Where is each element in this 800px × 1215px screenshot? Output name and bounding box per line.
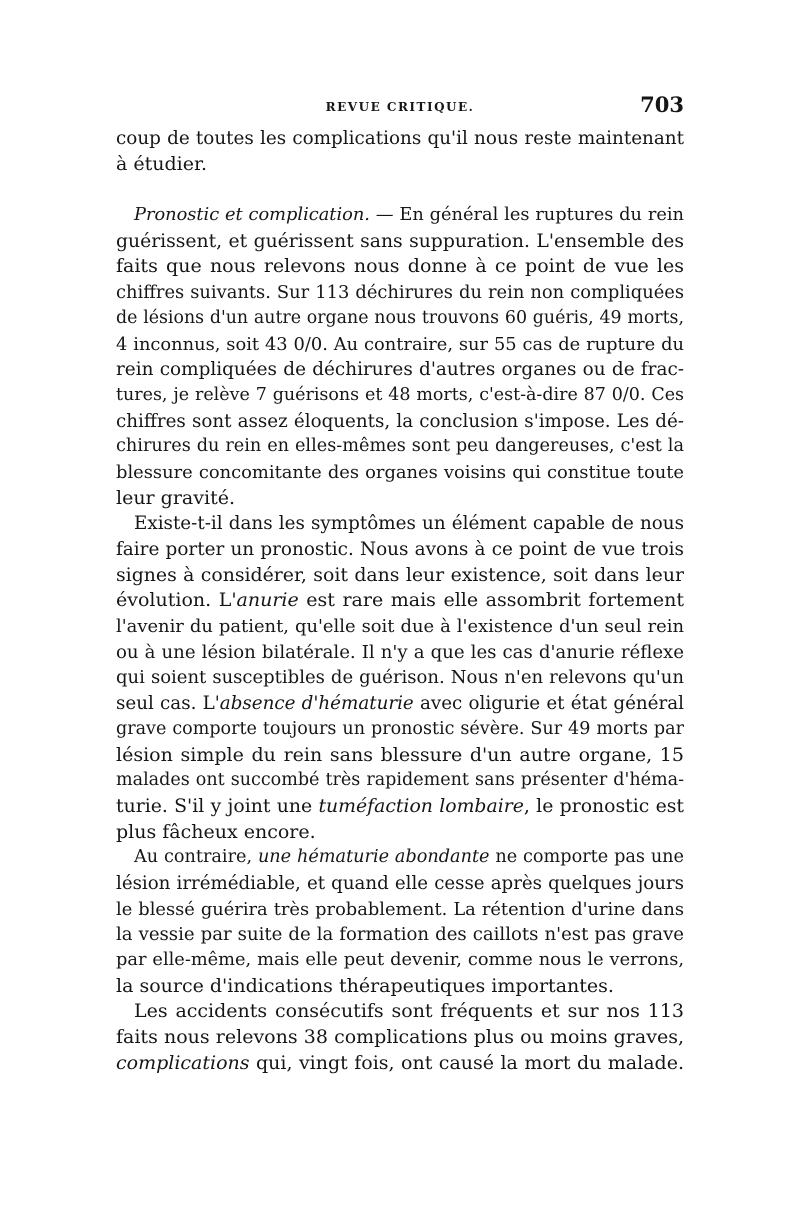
text-fragment: seul cas. L' — [116, 693, 220, 715]
text-line: plus fâcheux encore. — [116, 820, 316, 843]
text-line: rein compliquées de déchirures d'autres organes ou de frac- — [116, 359, 684, 381]
text-fragment: évolution. L' — [116, 589, 237, 612]
text-line: lésion irrémédiable, et quand elle cesse après quelques jours — [116, 872, 684, 894]
text-fragment: avec oligurie et état général — [413, 693, 684, 715]
text-line: de lésions d'un autre organe nous trouvons 60 guéris, 49 morts, — [116, 307, 684, 328]
text-line — [116, 794, 684, 820]
emphasis-tumefaction: tuméfaction lombaire — [318, 795, 524, 817]
page-header — [116, 92, 684, 122]
text-line: guérissent, et guérissent sans suppuration. L'ensemble des — [116, 230, 684, 252]
emphasis-complications: complications — [116, 1051, 250, 1074]
text-line: 4 inconnus, soit 43 0/0. Au contraire, sur 55 cas de rupture du — [116, 333, 684, 355]
emphasis-hematurie-abondante: une hématurie abondante — [257, 847, 490, 868]
text-line: par elle-même, mais elle peut devenir, comme nous le verrons, — [116, 950, 684, 970]
text-fragment: — En général les ruptures du rein — [369, 205, 684, 226]
text-line: chiffres suivants. Sur 113 déchirures du rein non compliquées — [116, 282, 684, 304]
text-line: signes à considérer, soit dans leur existence, soit dans leur — [116, 563, 684, 586]
text-line: la vessie par suite de la formation des caillots n'est pas grave — [116, 924, 684, 946]
text-fragment: turie. S'il y joint une — [116, 795, 319, 817]
text-line: Les accidents consécutifs sont fréquents et sur nos 113 — [134, 1000, 684, 1023]
text-line: à étudier. — [116, 152, 208, 175]
text-line: malades ont succombé très rapidement sans présenter d'héma- — [116, 770, 684, 791]
text-line: Existe-t-il dans les symptômes un élément capable de nous — [134, 513, 684, 535]
text-fragment: ne comporte pas une — [489, 847, 684, 868]
text-fragment: , le pronostic est — [523, 795, 684, 817]
emphasis-anurie: anurie — [236, 589, 299, 612]
paragraph-gap — [116, 177, 684, 203]
text-line: grave comporte toujours un pronostic sévère. Sur 49 morts par — [116, 718, 684, 739]
text-line: faits nous relevons 38 complications plus ou moins graves, — [116, 1026, 684, 1049]
section-title: Pronostic et complication. — [134, 205, 370, 226]
text-line — [116, 691, 684, 717]
text-line: la source d'indications thérapeutiques importantes. — [116, 974, 614, 997]
text-line — [116, 203, 684, 229]
text-line: blessure concomitante des organes voisins qui constitue toute — [116, 461, 684, 483]
text-fragment: qui, vingt fois, ont causé la mort du malade. — [249, 1051, 684, 1074]
text-line: ou à une lésion bilatérale. Il n'y a que les cas d'anurie réflexe — [116, 641, 684, 663]
text-line: leur gravité. — [116, 486, 235, 509]
text-line — [116, 845, 684, 871]
text-fragment: Au contraire, — [134, 847, 258, 868]
text-line: tures, je relève 7 guérisons et 48 morts, c'est-à-dire 87 0/0. Ces — [116, 384, 684, 405]
text-line — [116, 1051, 684, 1077]
text-line: faits que nous relevons nous donne à ce point de vue les — [116, 255, 684, 278]
text-line: chiffres sont assez éloquents, la conclusion s'impose. Les dé- — [116, 410, 684, 432]
text-line: coup de toutes les complications qu'il nous reste maintenant — [116, 128, 684, 149]
text-line — [116, 588, 684, 614]
text-line: le blessé guérira très probablement. La rétention d'urine dans — [116, 898, 684, 920]
running-head: REVUE CRITIQUE. — [325, 100, 475, 114]
text-line: faire porter un pronostic. Nous avons à ce point de vue trois — [116, 539, 684, 560]
text-line: l'avenir du patient, qu'elle soit due à l'existence d'un seul rein — [116, 616, 684, 638]
body-text — [116, 126, 684, 1076]
text-line: qui soient susceptibles de guérison. Nous n'en relevons qu'un — [116, 667, 684, 689]
text-fragment: est rare mais elle assombrit fortement — [298, 589, 684, 612]
emphasis-absence-hematurie: absence d'hématurie — [219, 693, 414, 715]
text-line: lésion simple du rein sans blessure d'un autre organe, 15 — [116, 743, 684, 766]
text-line: chirures du rein en elles-mêmes sont peu dangereuses, c'est la — [116, 436, 684, 457]
page-number: 703 — [640, 92, 684, 117]
